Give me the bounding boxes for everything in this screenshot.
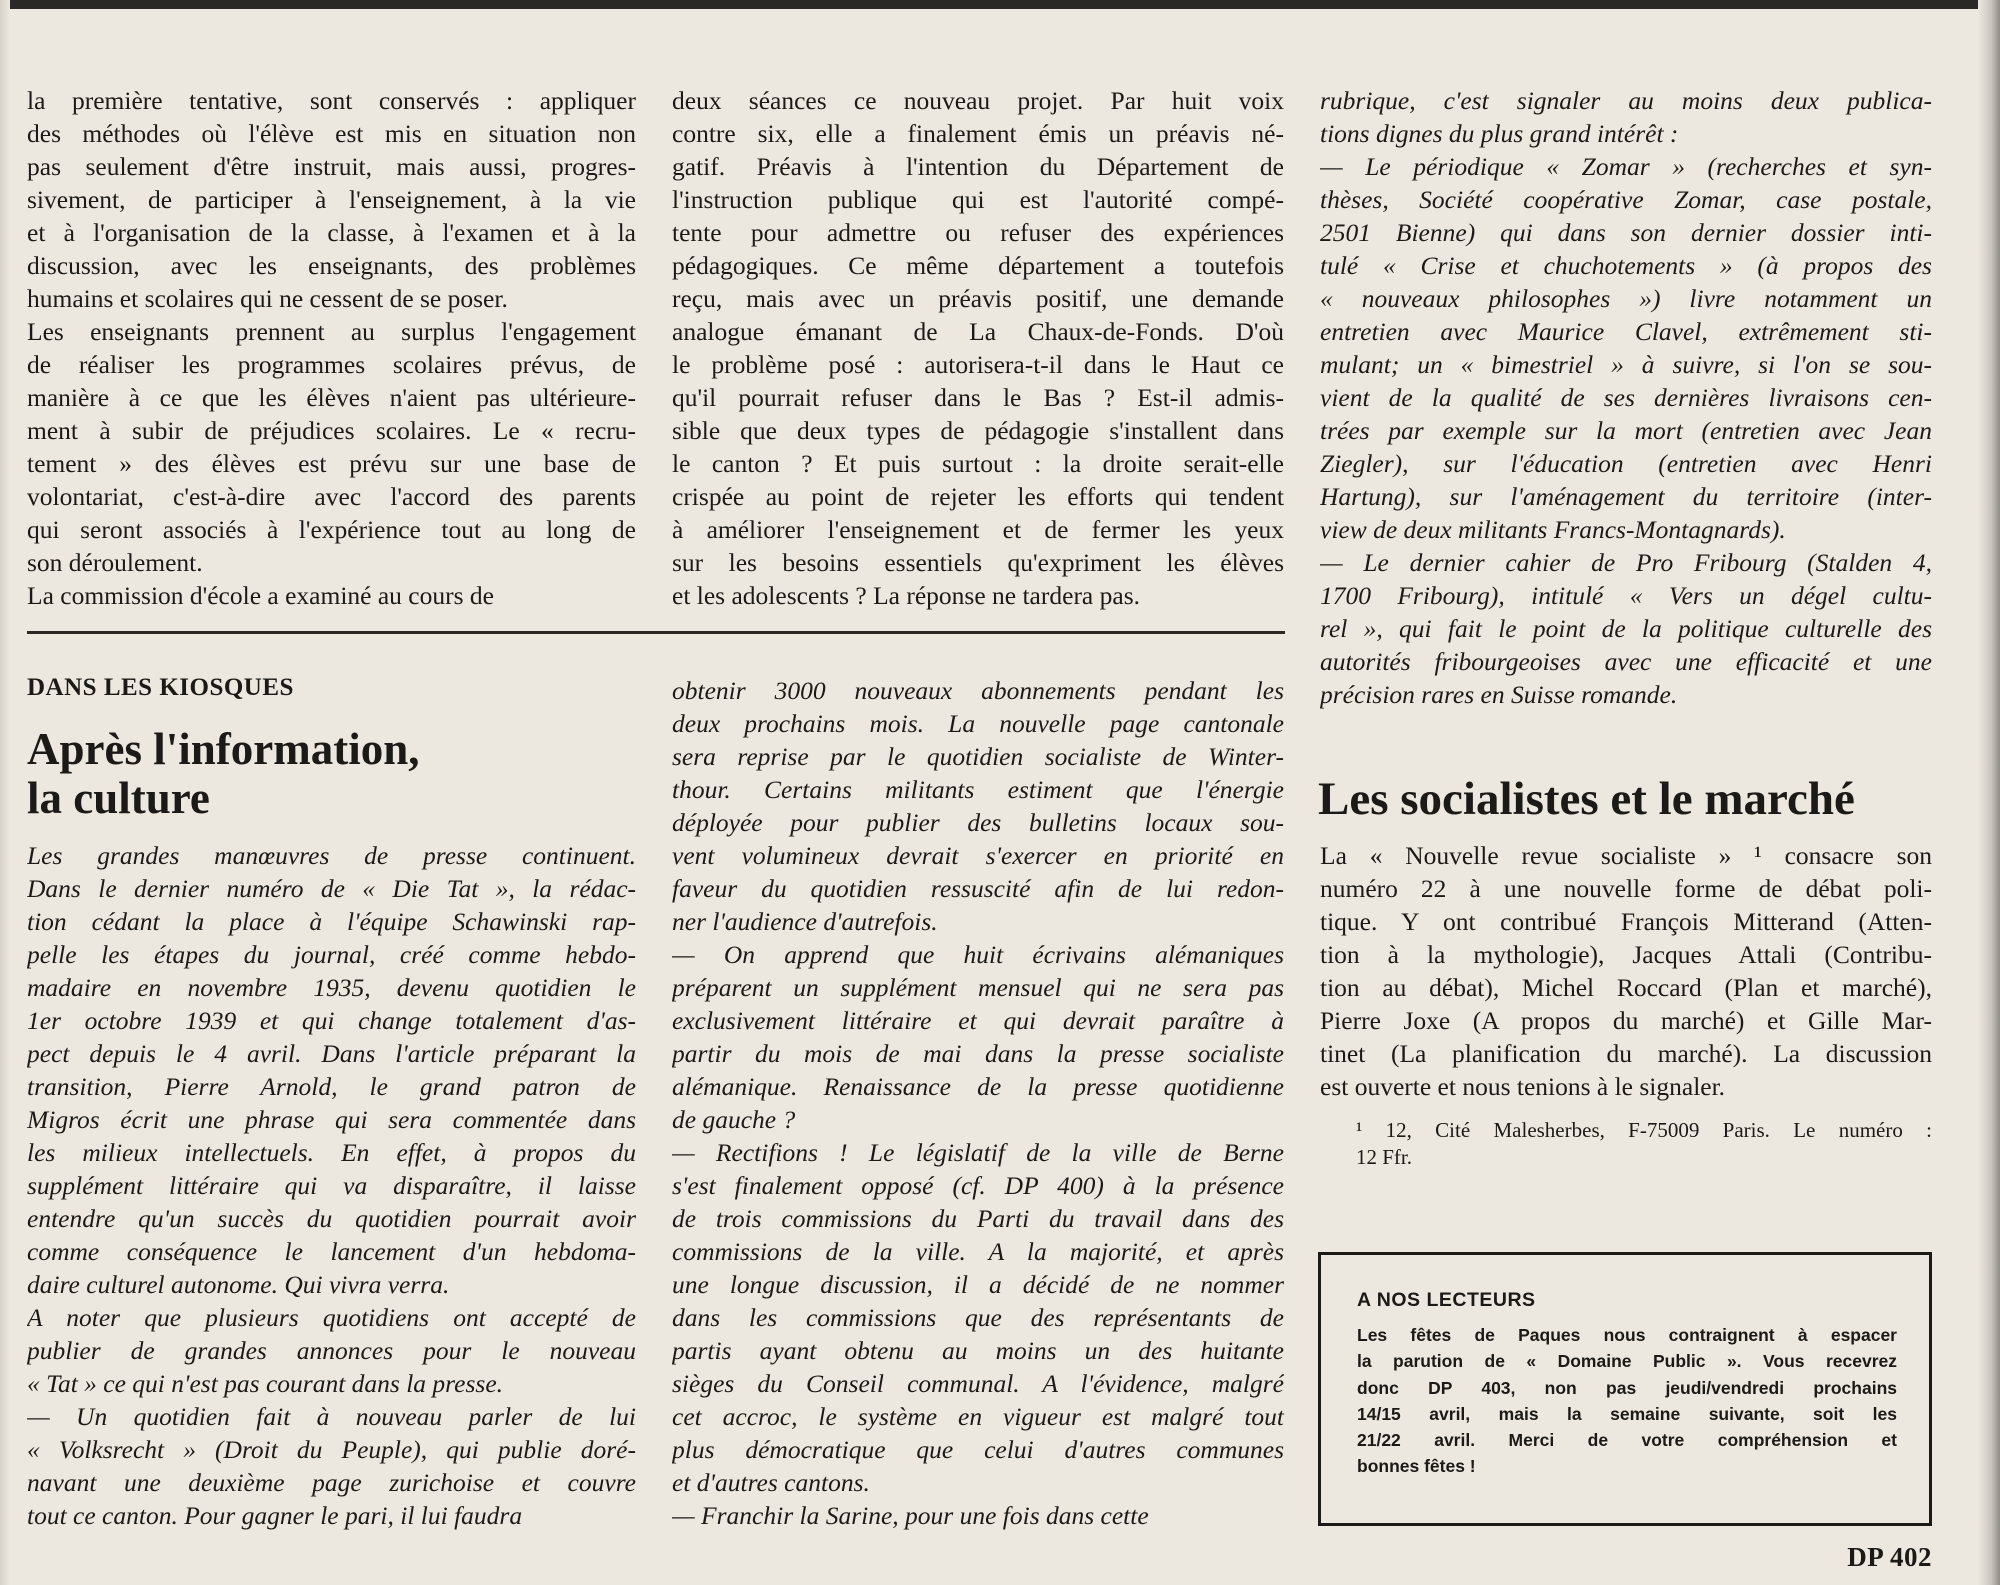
text-line: partis ayant obtenu au moins un des huitante [672, 1336, 1284, 1365]
text-line: tion cédant la place à l'équipe Schawinski rap- [27, 907, 636, 936]
text-line: alémanique. Renaissance de la presse quotidienne [672, 1072, 1284, 1101]
text-line: 21/22 avril. Merci de votre compréhension et [1357, 1430, 1897, 1451]
text-line: précision rares en Suisse romande. [1320, 680, 1678, 709]
text-line: s'est finalement opposé (cf. DP 400) à la présence [672, 1171, 1284, 1200]
text-line: navant une deuxième page zurichoise et couvre [27, 1468, 636, 1497]
text-line: de trois commissions du Parti du travail dans des [672, 1204, 1284, 1233]
text-line: analogue émanant de La Chaux-de-Fonds. D'où [672, 317, 1284, 346]
text-line: pect depuis le 4 avril. Dans l'article préparant la [27, 1039, 636, 1068]
text-line: 12 Ffr. [1356, 1145, 1413, 1169]
text-line: — Le périodique « Zomar » (recherches et syn- [1320, 152, 1932, 181]
text-line: deux prochains mois. La nouvelle page cantonale [672, 709, 1284, 738]
text-line: Les enseignants prennent au surplus l'engagement [27, 317, 636, 346]
text-line: cet accroc, le système en vigueur est malgré tout [672, 1402, 1284, 1431]
text-line: et d'autres cantons. [672, 1468, 870, 1497]
text-line: tout ce canton. Pour gagner le pari, il lui faudra [27, 1501, 523, 1530]
text-line: plus démocratique que celui d'autres communes [672, 1435, 1284, 1464]
text-line: tique. Y ont contribué François Mitterand (Atten- [1320, 907, 1932, 936]
text-line: view de deux militants Francs-Montagnards). [1320, 515, 1786, 544]
section-divider [27, 631, 1285, 634]
text-line: 1er octobre 1939 et qui change totalement d'as- [27, 1006, 636, 1035]
lecteurs-title: A NOS LECTEURS [1357, 1289, 1536, 1311]
text-line: entretien avec Maurice Clavel, extrêmement sti- [1320, 317, 1932, 346]
text-line: tulé « Crise et chuchotements » (à propos des [1320, 251, 1932, 280]
text-line: des méthodes où l'élève est mis en situation non [27, 119, 636, 148]
page-right-edge [1978, 0, 2000, 1585]
text-line: faveur du quotidien ressuscité afin de lui redon- [672, 874, 1284, 903]
kiosques-col3-continuation [1320, 84, 1932, 711]
text-line: bonnes fêtes ! [1357, 1456, 1476, 1477]
text-line: sera reprise par le quotidien socialiste de Winter- [672, 742, 1284, 771]
text-line: une longue discussion, il a décidé de ne nommer [672, 1270, 1284, 1299]
text-line: 14/15 avril, mais la semaine suivante, soit les [1357, 1403, 1897, 1424]
text-line: ner l'audience d'autrefois. [672, 907, 938, 936]
kiosques-headline-line1: Après l'information, [27, 724, 420, 774]
text-line: — Le dernier cahier de Pro Fribourg (Stalden 4, [1320, 548, 1932, 577]
text-line: publier de grandes annonces pour le nouveau [27, 1336, 636, 1365]
text-line: tion à la mythologie), Jacques Attali (Contribu- [1320, 940, 1932, 969]
socialistes-body [1320, 839, 1932, 1103]
text-line: qui seront associés à l'expérience tout au long de [27, 515, 636, 544]
text-line: à améliorer l'enseignement et de fermer les yeux [672, 515, 1284, 544]
text-line: tions dignes du plus grand intérêt : [1320, 119, 1679, 148]
text-line: — Rectifions ! Le législatif de la ville de Berne [672, 1138, 1284, 1167]
text-line: exclusivement littéraire et qui devrait paraître à [672, 1006, 1284, 1035]
text-line: supplément littéraire qui va disparaître, il laisse [27, 1171, 636, 1200]
text-line: est ouverte et nous tenions à le signaler. [1320, 1072, 1726, 1101]
page-footer: DP 402 [1847, 1542, 1932, 1572]
text-line: obtenir 3000 nouveaux abonnements pendant les [672, 676, 1284, 705]
text-line: sible que deux types de pédagogie s'installent dans [672, 416, 1284, 445]
text-line: deux séances ce nouveau projet. Par huit voix [672, 86, 1284, 115]
text-line: rubrique, c'est signaler au moins deux publica- [1320, 86, 1932, 115]
text-line: « Volksrecht » (Droit du Peuple), qui publie doré- [27, 1435, 636, 1464]
article-col2-continuation [672, 84, 1284, 612]
text-line: volontariat, c'est-à-dire avec l'accord des parents [27, 482, 636, 511]
text-line: pelle les étapes du journal, créé comme hebdo- [27, 940, 636, 969]
text-line: tion au débat), Michel Roccard (Plan et marché), [1320, 973, 1932, 1002]
page-left-edge [0, 0, 10, 1585]
text-line: sièges du Conseil communal. A l'évidence, malgré [672, 1369, 1284, 1398]
text-line: dans les commissions que des représentants de [672, 1303, 1284, 1332]
text-line: les milieux intellectuels. En effet, à propos du [27, 1138, 636, 1167]
text-line: partir du mois de mai dans la presse socialiste [672, 1039, 1284, 1068]
text-line: contre six, elle a finalement émis un préavis né- [672, 119, 1284, 148]
text-line: Pierre Joxe (A propos du marché) et Gille Mar- [1320, 1006, 1932, 1035]
text-line: l'instruction publique qui est l'autorité compé- [672, 185, 1284, 214]
text-line: de réaliser les programmes scolaires prévus, de [27, 350, 636, 379]
text-line: ¹ 12, Cité Malesherbes, F-75009 Paris. Le numéro : [1356, 1118, 1932, 1142]
text-line: thèses, Société coopérative Zomar, case postale, [1320, 185, 1932, 214]
text-line: 2501 Bienne) qui dans son dernier dossier inti- [1320, 218, 1932, 247]
text-line: tente pour admettre ou refuser des expériences [672, 218, 1284, 247]
socialistes-footnote [1356, 1117, 1932, 1171]
text-line: pas seulement d'être instruit, mais aussi, progres- [27, 152, 636, 181]
text-line: daire culturel autonome. Qui vivra verra. [27, 1270, 450, 1299]
text-line: tement » des élèves est prévu sur une base de [27, 449, 636, 478]
text-line: Dans le dernier numéro de « Die Tat », la rédac- [27, 874, 636, 903]
text-line: « nouveaux philosophes ») livre notamment un [1320, 284, 1932, 313]
text-line: de gauche ? [672, 1105, 796, 1134]
text-line: gatif. Préavis à l'intention du Département de [672, 152, 1284, 181]
kiosques-col1 [27, 839, 636, 1532]
text-line: Hartung), sur l'aménagement du territoire (inter- [1320, 482, 1932, 511]
text-line: mulant; un « bimestriel » à suivre, si l'on se sou- [1320, 350, 1932, 379]
text-line: donc DP 403, non pas jeudi/vendredi prochains [1357, 1377, 1897, 1398]
text-line: transition, Pierre Arnold, le grand patron de [27, 1072, 636, 1101]
text-line: crispée au point de rejeter les efforts qui tendent [672, 482, 1284, 511]
text-line: — Franchir la Sarine, pour une fois dans cette [672, 1501, 1149, 1530]
text-line: son déroulement. [27, 548, 203, 577]
page-top-edge [0, 0, 2000, 9]
kiosques-headline [27, 725, 419, 823]
text-line: madaire en novembre 1935, devenu quotidien le [27, 973, 636, 1002]
text-line: Migros écrit une phrase qui sera commentée dans [27, 1105, 636, 1134]
text-line: A noter que plusieurs quotidiens ont accepté de [27, 1303, 636, 1332]
text-line: Ziegler), sur l'éducation (entretien avec Henri [1320, 449, 1932, 478]
text-line: déployée pour publier des bulletins locaux sou- [672, 808, 1284, 837]
text-line: manière à ce que les élèves n'aient pas ultérieure- [27, 383, 636, 412]
text-line: et à l'organisation de la classe, à l'examen et à la [27, 218, 636, 247]
text-line: la première tentative, sont conservés : appliquer [27, 86, 636, 115]
text-line: rel », qui fait le point de la politique culturelle des [1320, 614, 1932, 643]
lecteurs-body [1357, 1322, 1897, 1480]
text-line: vient de la qualité de ses dernières livraisons cen- [1320, 383, 1932, 412]
text-line: ment à subir de préjudices scolaires. Le « recru- [27, 416, 636, 445]
text-line: pédagogiques. Ce même département a toutefois [672, 251, 1284, 280]
text-line: — Un quotidien fait à nouveau parler de lui [27, 1402, 636, 1431]
lecteurs-notice-box [1318, 1252, 1932, 1526]
text-line: La « Nouvelle revue socialiste » ¹ consacre son [1320, 841, 1932, 870]
kiosques-col2 [672, 674, 1284, 1532]
text-line: numéro 22 à une nouvelle forme de débat poli- [1320, 874, 1932, 903]
text-line: 1700 Fribourg), intitulé « Vers un dégel cultu- [1320, 581, 1932, 610]
text-line: « Tat » ce qui n'est pas courant dans la presse. [27, 1369, 504, 1398]
text-line: tinet (La planification du marché). La discussion [1320, 1039, 1932, 1068]
text-line: thour. Certains militants estiment que l'énergie [672, 775, 1284, 804]
text-line: comme conséquence le lancement d'un hebdoma- [27, 1237, 636, 1266]
text-line: le canton ? Et puis surtout : la droite serait-elle [672, 449, 1284, 478]
text-line: sur les besoins essentiels qu'expriment les élèves [672, 548, 1284, 577]
text-line: autorités fribourgeoises avec une efficacité et une [1320, 647, 1932, 676]
kiosques-kicker: DANS LES KIOSQUES [27, 674, 294, 701]
text-line: vent volumineux devrait s'exercer en priorité en [672, 841, 1284, 870]
text-line: entendre qu'un succès du quotidien pourrait avoir [27, 1204, 636, 1233]
text-line: — On apprend que huit écrivains alémaniques [672, 940, 1284, 969]
article-col1-continuation [27, 84, 636, 612]
kiosques-headline-line2: la culture [27, 773, 210, 823]
text-line: humains et scolaires qui ne cessent de se poser. [27, 284, 508, 313]
text-line: reçu, mais avec un préavis positif, une demande [672, 284, 1284, 313]
socialistes-headline: Les socialistes et le marché [1318, 773, 1855, 825]
text-line: discussion, avec les enseignants, des problèmes [27, 251, 636, 280]
text-line: la parution de « Domaine Public ». Vous recevrez [1357, 1351, 1897, 1372]
text-line: trées par exemple sur la mort (entretien avec Jean [1320, 416, 1932, 445]
text-line: Les grandes manœuvres de presse continuent. [27, 841, 636, 870]
text-line: qu'il pourrait refuser dans le Bas ? Est-il admis- [672, 383, 1284, 412]
text-line: et les adolescents ? La réponse ne tardera pas. [672, 581, 1140, 610]
text-line: La commission d'école a examiné au cours de [27, 581, 494, 610]
text-line: le problème posé : autorisera-t-il dans le Haut ce [672, 350, 1284, 379]
text-line: sivement, de participer à l'enseignement, à la vie [27, 185, 636, 214]
text-line: préparent un supplément mensuel qui ne sera pas [672, 973, 1284, 1002]
text-line: commissions de la ville. A la majorité, et après [672, 1237, 1284, 1266]
text-line: Les fêtes de Paques nous contraignent à espacer [1357, 1325, 1897, 1345]
